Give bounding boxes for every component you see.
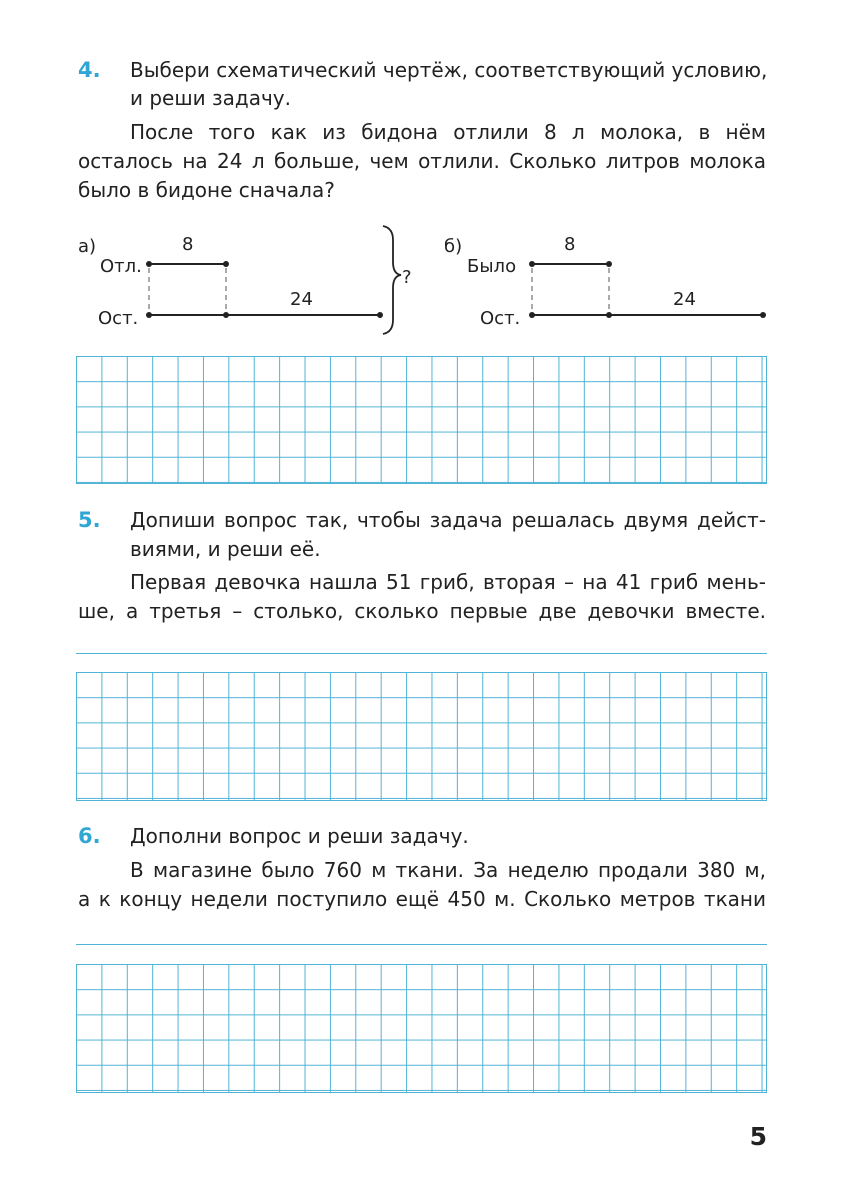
task-5-problem-line-2: ше, а третья – столько, сколько первые две девочки вместе. — [78, 599, 766, 623]
task-6-number: 6. — [78, 824, 101, 848]
diagram-a-point — [377, 312, 383, 318]
task-5-answer-grid[interactable] — [76, 672, 767, 801]
task-4-instruction-line-2: и реши задачу. — [130, 86, 291, 110]
task-4-number: 4. — [78, 58, 101, 82]
diagram-b-point — [760, 312, 766, 318]
diagram-b-point — [529, 261, 535, 267]
diagram-a-point — [146, 261, 152, 267]
diagram-b-bottom-value: 24 — [673, 289, 696, 310]
task-5-question-line[interactable] — [76, 653, 767, 654]
task-5-instruction-line-2: виями, и реши её. — [130, 537, 321, 561]
diagram-b-top-row-label: Было — [467, 256, 517, 277]
diagram-a-question-mark: ? — [402, 267, 412, 288]
diagram-a-label: а) — [78, 236, 97, 257]
diagram-b-bottom-row-label: Ост. — [480, 308, 521, 329]
diagram-a-point — [146, 312, 152, 318]
task-4-problem-line-1: После того как из бидона отлили 8 л молока, в нём — [130, 120, 766, 144]
diagram-a-bottom-row-label: Ост. — [98, 308, 139, 329]
task-5-number: 5. — [78, 508, 101, 532]
diagram-a-top-row-label: Отл. — [100, 256, 142, 277]
diagram-b-top-value: 8 — [564, 234, 576, 255]
task-4-problem-line-2: осталось на 24 л больше, чем отлили. Сколько литров молока — [78, 149, 766, 173]
diagram-b-point — [529, 312, 535, 318]
task-4-answer-grid[interactable] — [76, 356, 767, 484]
task-5-problem-line-1: Первая девочка нашла 51 гриб, вторая – на 41 гриб мень- — [130, 570, 766, 594]
page-number: 5 — [749, 1122, 767, 1151]
task-6-answer-grid[interactable] — [76, 964, 767, 1093]
task-6-problem-line-2: а к концу недели поступило ещё 450 м. Сколько метров ткани — [78, 887, 766, 911]
diagram-a-top-value: 8 — [182, 234, 194, 255]
diagram-a-brace — [383, 226, 401, 334]
diagram-a-point — [223, 312, 229, 318]
task-5-instruction-line-1: Допиши вопрос так, чтобы задача решалась двумя дейст- — [130, 508, 766, 532]
diagram-b — [444, 234, 766, 329]
diagram-a — [78, 226, 412, 334]
task-6-question-line[interactable] — [76, 944, 767, 945]
task-4-instruction-line-1: Выбери схематический чертёж, соответствующий условию, — [130, 58, 768, 82]
diagram-b-point — [606, 312, 612, 318]
diagram-a-bottom-value: 24 — [290, 289, 313, 310]
task-6-instruction-line-1: Дополни вопрос и реши задачу. — [130, 824, 469, 848]
task-6-problem-line-1: В магазине было 760 м ткани. За неделю продали 380 м, — [130, 858, 766, 882]
task-4-problem-line-3: было в бидоне сначала? — [78, 178, 335, 202]
diagram-b-label: б) — [444, 236, 463, 257]
diagram-b-point — [606, 261, 612, 267]
diagram-a-point — [223, 261, 229, 267]
